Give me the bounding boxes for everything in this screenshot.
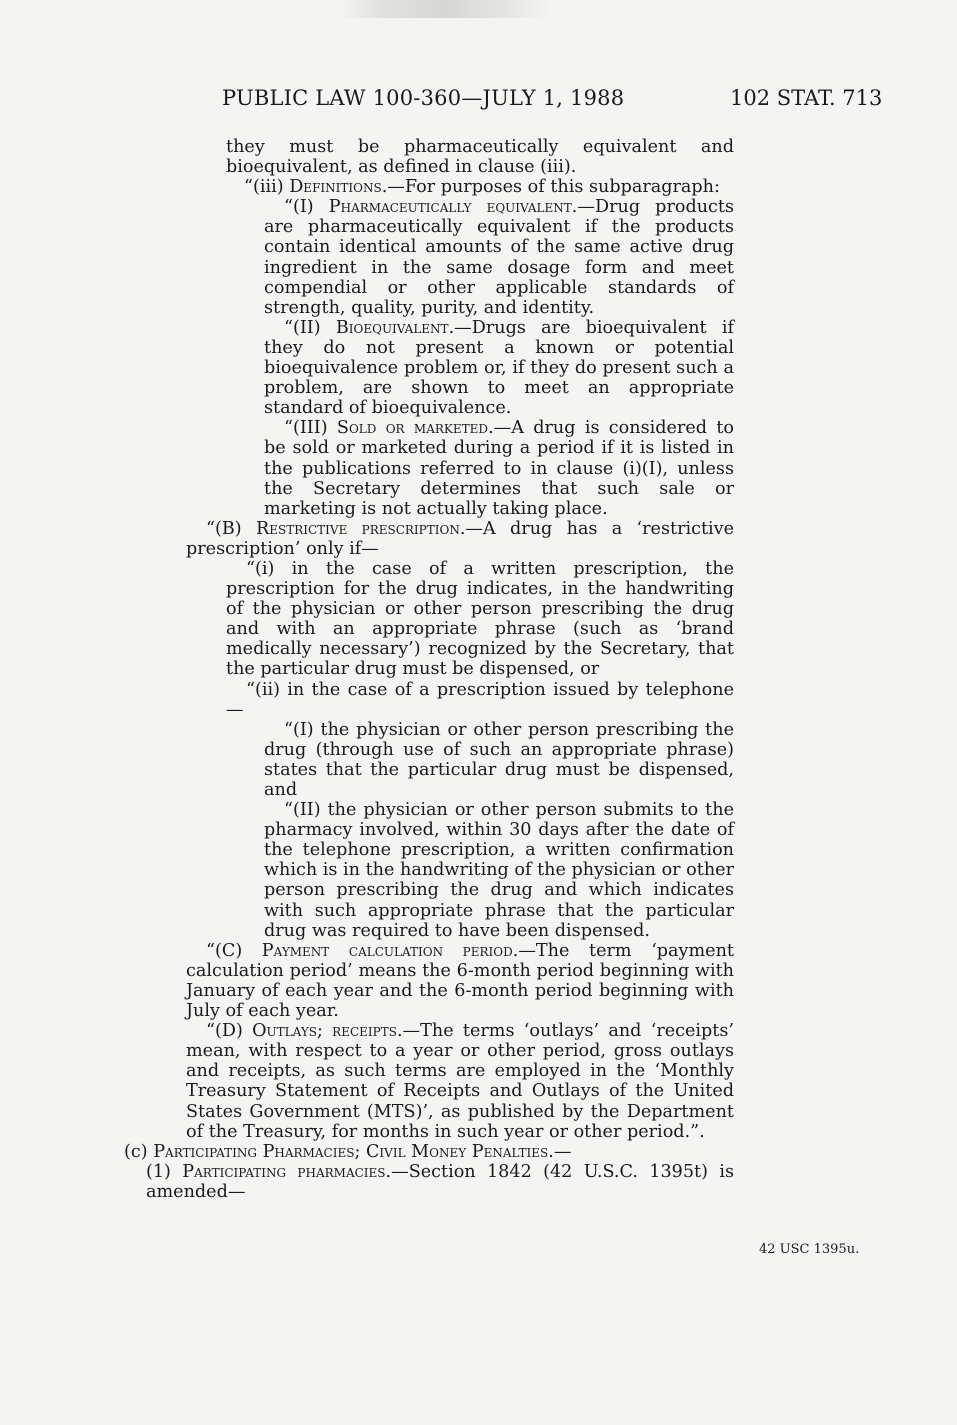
subparagraph-text: .—A drug has a ‘restrictive prescription’ only if— [186,518,735,559]
clause-iii-definitions [244,177,734,197]
paragraph-number: (1) [146,1161,183,1182]
paragraph-heading: Participating pharmacies [182,1161,386,1182]
paragraph-text: .—Section 1842 (42 U.S.C. 1395t) is amended— [146,1161,734,1202]
clause-B-ii: “(ii) in the case of a prescription issued by telephone— [226,679,734,720]
subclause-heading: Pharmaceutically equivalent [328,197,572,218]
page-header-title: PUBLIC LAW 100-360—JULY 1, 1988 [222,86,625,110]
subparagraph-text: .—The terms ‘outlays’ and ‘receipts’ mean, with respect to a year or other period, gross outlays and receipts, as such terms are employed in the ‘Monthly Treasury Statement of Receipts and Outlays of the United States Government (MTS)’, as published by the Department of the Treasury, for months in such year or other period.”. [186,1021,734,1142]
subclause-I [264,197,734,318]
subclause-number: “(II) [284,317,336,338]
clause-B-i: “(i) in the case of a written prescription, the prescription for the drug indicates, in the handwriting of the physician or other person prescribing the drug and with an appropriate phrase (such as ‘brand medically necessary’) recognized by the Secretary, that the particular drug must be dispensed, or [226,558,734,680]
statute-text [0,137,957,1202]
subparagraph-C [186,941,734,1021]
paragraph-continuation: they must be pharmaceutically equivalent and bioequivalent, as defined in clause (iii). [226,137,734,178]
subclause-text: .—A drug is considered to be sold or marketed during a period if it is listed in the publications referred to in clause (i)(I), unless the Secretary determines that such sale or marketing is not actually taking place. [264,418,734,519]
subclause-text: .—Drugs are bioequivalent if they do not present a known or potential bioequivalence problem or, if they do present such a problem, are shown to meet an appropriate standard of bioequivalence. [264,317,734,419]
subparagraph-heading: Outlays; receipts [252,1021,397,1042]
clause-number: “(iii) [244,177,290,198]
subclause-B-ii-I: “(I) the physician or other person prescribing the drug (through use of such an appropriate phrase) states that the particular drug must be dispensed, and [264,719,734,800]
page-header-stat: 102 STAT. 713 [730,86,883,110]
scan-artifact [340,0,550,18]
subclause-number: “(III) [284,418,337,439]
subparagraph-text: .—The term ‘payment calculation period’ means the 6-month period beginning with January of each year and the 6-month period beginning with July of each year. [186,940,734,1022]
subparagraph-heading: Restrictive prescription [255,518,460,539]
subclause-number: “(I) [284,197,329,218]
margin-citation: 42 USC 1395u. [759,1242,860,1257]
subclause-heading: Bioequivalent [335,317,449,338]
subparagraph-heading: Payment calculation period [261,940,513,961]
subsection-number: (c) [124,1141,154,1162]
subparagraph-B [186,519,734,559]
subsection-c [124,1142,734,1162]
subparagraph-D [186,1021,734,1142]
subclause-text: .—Drug products are pharmaceutically equivalent if the products contain identical amounts of the same active drug ingredient in the same dosage form and meet compendial or other applicable standards of strength, quality, purity, and identity. [264,197,734,318]
subclause-III [264,418,734,518]
subclause-II [264,318,734,418]
clause-text: .—For purposes of this subparagraph: [381,177,720,198]
subparagraph-number: “(C) [206,940,262,961]
paragraph-c-1 [146,1162,734,1202]
subclause-B-ii-II: “(II) the physician or other person submits to the pharmacy involved, within 30 days after the date of the telephone prescription, a written confirmation which is in the handwriting of the physician or other person prescribing the drug and which indicates with such appropriate phrase that the particular drug was required to have been dispensed. [264,800,734,941]
subsection-text: .— [548,1141,572,1162]
clause-heading: Definitions [289,177,382,198]
subparagraph-number: “(D) [206,1021,253,1042]
subparagraph-number: “(B) [206,518,256,539]
subsection-heading: Participating Pharmacies; Civil Money Penalties [153,1141,549,1162]
subclause-heading: Sold or marketed [336,418,489,439]
